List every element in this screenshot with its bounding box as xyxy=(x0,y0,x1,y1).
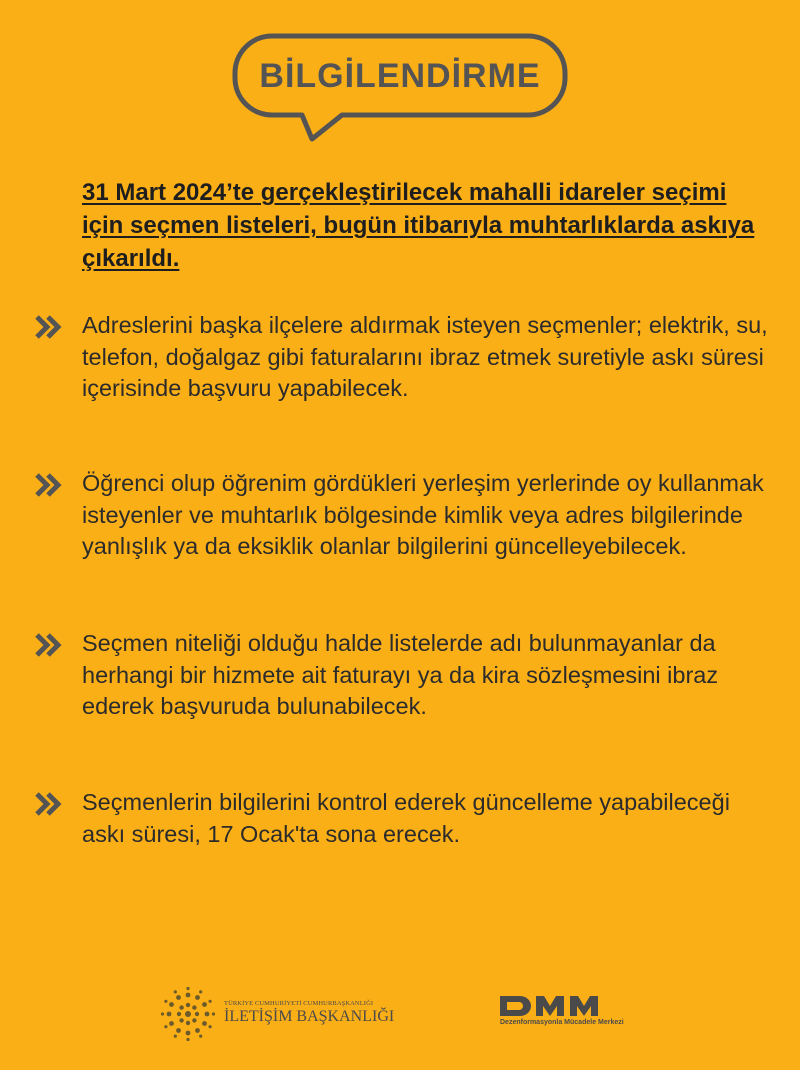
info-badge xyxy=(232,33,568,143)
dmm-logo xyxy=(498,994,648,1034)
bullet-text: Seçmen niteliği olduğu halde listelerde adı bulunmayanlar da herhangi bir hizmete ait faturayı ya da kira sözleşmesini ibraz ederek başvuruda bulunabilecek. xyxy=(82,630,719,719)
org-title: İLETİŞİM BAŞKANLIĞI xyxy=(224,1008,395,1025)
bullet-text: Adreslerini başka ilçelere aldırmak isteyen seçmenler; elektrik, su, telefon, doğalgaz gibi faturalarını ibraz etmek suretiyle askı süresi içerisinde başvuru yapabilecek. xyxy=(82,312,768,401)
double-chevron-right-icon xyxy=(34,632,64,658)
org-subtitle: TÜRKİYE CUMHURİYETİ CUMHURBAŞKANLIĞI xyxy=(224,1000,374,1007)
star-emblem-icon xyxy=(160,986,216,1042)
double-chevron-right-icon xyxy=(34,791,64,817)
dmm-subtitle: Dezenformasyonla Mücadele Merkezi xyxy=(500,1019,624,1026)
bullet-text: Öğrenci olup öğrenim gördükleri yerleşim yerlerinde oy kullanmak isteyenler ve muhtarlık bölgesinde kimlik veya adres bilgilerinde yanlışlık ya da eksiklik olanlar bilgilerini güncelleyebilecek. xyxy=(82,470,764,559)
bullet-text: Seçmenlerin bilgilerini kontrol ederek güncelleme yapabileceği askı süresi, 17 Ocak'ta sona erecek. xyxy=(82,789,730,847)
badge-title: BİLGİLENDİRME xyxy=(259,57,541,95)
double-chevron-right-icon xyxy=(34,472,64,498)
double-chevron-right-icon xyxy=(34,314,64,340)
iletisim-logo xyxy=(160,986,410,1042)
headline: 31 Mart 2024’te gerçekleştirilecek mahalli idareler seçimi için seçmen listeleri, bugün itibarıyla muhtarlıklarda askıya çıkarıldı. xyxy=(82,179,755,272)
dmm-logo-mark xyxy=(498,994,618,1018)
